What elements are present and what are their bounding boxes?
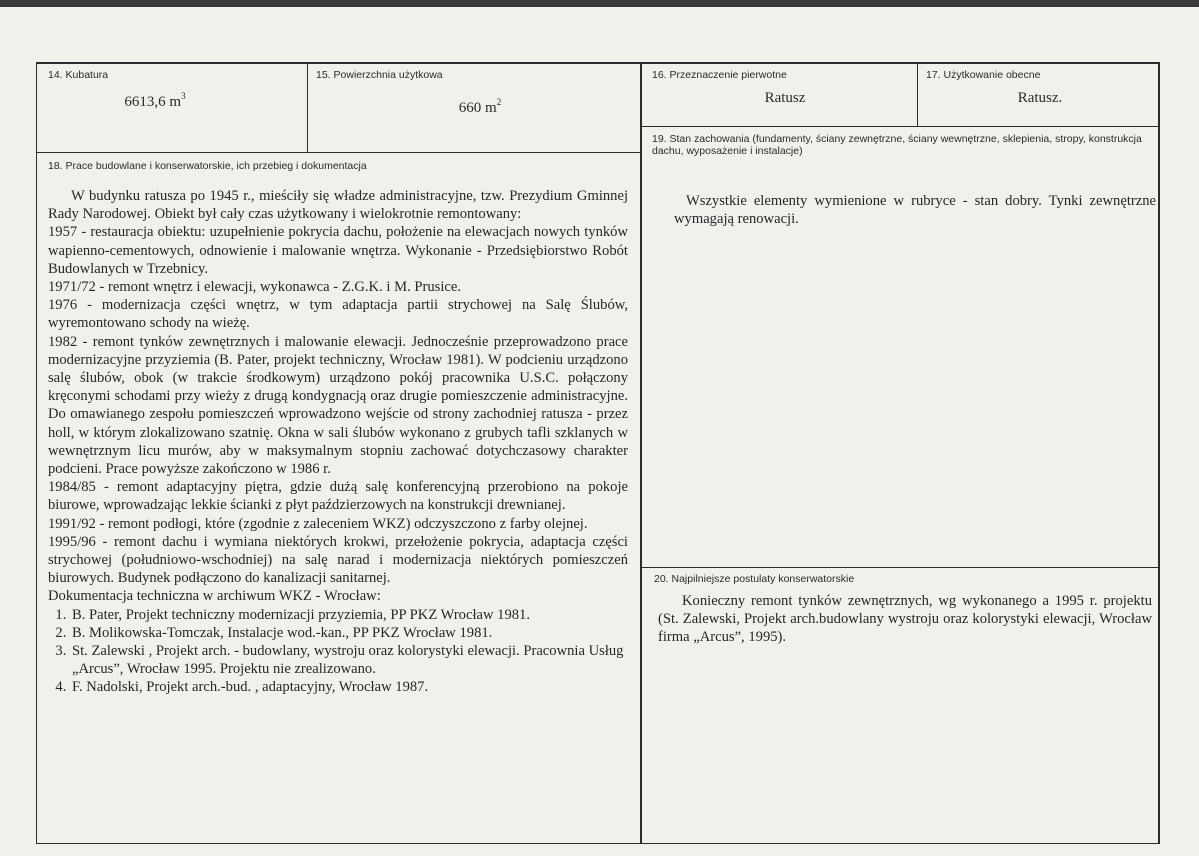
list-item: 2. B. Molikowska-Tomczak, Instalacje wod.-kan., PP PKZ Wrocław 1981.	[70, 624, 628, 642]
right-rule	[1158, 62, 1160, 844]
field-15-number: 660 m	[458, 100, 497, 116]
section-18-entry-1957: 1957 - restauracja obiektu: uzupełnienie pokrycia dachu, położenie na elewacjach nowych tynków wapienno-cementowych, odnowienie i malowanie wnętrza. Wykonanie - Przedsiębiorstwo Robót Budowlanych w Trzebnicy.	[48, 224, 628, 277]
field-15-value	[440, 97, 520, 117]
field-14-label: 14. Kubatura	[48, 69, 109, 81]
section-18-entry-1995: 1995/96 - remont dachu i wymiana niektórych krokwi, przełożenie pokrycia, adaptacja części strychowej (południowo-wschodniej) na salę narad i modernizacja niektórych pomieszczeń biurowych. Budynek podłączono do kanalizacji sanitarnej.	[48, 533, 628, 587]
rule-above-20	[641, 567, 1159, 568]
center-divider	[640, 62, 642, 844]
divider-16-17	[917, 62, 918, 126]
field-17-label: 17. Użytkowanie obecne	[926, 69, 1041, 81]
list-item: 3. St. Zalewski , Projekt arch. - budowlany, wystroju oraz kolorystyki elewacji. Pracownia Usług „Arcus”, Wrocław 1995. Projektu nie zrealizowano.	[70, 642, 628, 678]
section-18-docs-heading: Dokumentacja techniczna w archiwum WKZ - Wrocław:	[48, 588, 381, 605]
section-18-docs-list	[48, 606, 628, 697]
field-15-label: 15. Powierzchnia użytkowa	[316, 69, 443, 81]
rule-under-16-17	[641, 126, 1159, 127]
field-15-exponent: 2	[496, 97, 502, 107]
section-19-label: 19. Stan zachowania (fundamenty, ściany zewnętrzne, ściany wewnętrzne, sklepienia, stropy, konstrukcja dachu, wyposażenie i instalacje)	[652, 133, 1142, 157]
section-18-entry-1984: 1984/85 - remont adaptacyjny piętra, gdzie dużą salę konferencyjną przerobiono na pokoje biurowe, wprowadzając lekkie ścianki z płyt paździerzowych na konstrukcji drewnianej.	[48, 479, 628, 514]
field-16-label: 16. Przeznaczenie pierwotne	[652, 69, 787, 81]
list-item: 1. B. Pater, Projekt techniczny modernizacji przyziemia, PP PKZ Wrocław 1981.	[70, 606, 628, 624]
list-item: 4. F. Nadolski, Projekt arch.-bud. , adaptacyjny, Wrocław 1987.	[70, 678, 628, 696]
field-16-value: Ratusz	[764, 90, 806, 106]
section-18-entry-1991: 1991/92 - remont podłogi, które (zgodnie z zaleceniem WKZ) odczyszczono z farby olejnej.	[48, 515, 588, 532]
scan-top-edge	[0, 0, 1199, 7]
section-18-entry-1982: 1982 - remont tynków zewnętrznych i malowanie elewacji. Jednocześnie przeprowadzono prace modernizacyjne przyziemia (B. Pater, projekt techniczny, Wrocław 1981). W podcieniu urządzono salę ślubów, obok (w trakcie środkowym) urządzono pokój pracownika U.S.C. połączony kręconymi schodami przy wieży z drugą kondygnacją oraz drugie pomieszczenie administracyjne. Do omawianego zespołu pomieszczeń wprowadzono wejście od strony zachodniej ratusza - przez holl, w którym zlokalizowano szatnię. Okna w sali ślubów wykonano z grubych tafli szklanych w wewnętrznym licu murów, aby w maksymalnym stopniu zachować dotychczasowy charakter podcieni. Prace powyższe zakończono w 1986 r.	[48, 333, 628, 478]
section-18-body	[48, 187, 628, 697]
field-14-exponent: 3	[181, 91, 186, 101]
rule-above-18	[37, 152, 641, 153]
section-18-entry-1976: 1976 - modernizacja części wnętrz, w tym adaptacja partii strychowej na Salę Ślubów, wyremontowano schody na wieżę.	[48, 297, 628, 332]
divider-14-15	[307, 62, 308, 152]
section-18-entry-1971: 1971/72 - remont wnętrz i elewacji, wykonawca - Z.G.K. i M. Prusice.	[48, 279, 461, 296]
section-18-label: 18. Prace budowlane i konserwatorskie, ich przebieg i dokumentacja	[48, 160, 367, 172]
bottom-rule	[36, 843, 1160, 844]
top-rule	[36, 62, 1160, 64]
section-18-intro: W budynku ratusza po 1945 r., mieściły się władze administracyjne, tzw. Prezydium Gminnej Rady Narodowej. Obiekt był cały czas użytkowany i wielokrotnie remontowany:	[48, 188, 628, 223]
section-19-text: Wszystkie elementy wymienione w rubryce - stan dobry. Tynki zewnętrzne wymagają renowacji.	[674, 193, 1156, 228]
left-rule	[36, 62, 37, 844]
field-17-value: Ratusz.	[1017, 90, 1063, 106]
section-20-text: Konieczny remont tynków zewnętrznych, wg wykonanego a 1995 r. projektu (St. Zalewski, Projekt arch.budowlany wystroju oraz kolorystyki elewacji, Wrocław firma „Arcus”, 1995).	[658, 593, 1152, 646]
section-20-label: 20. Najpilniejsze postulaty konserwatorskie	[654, 573, 855, 585]
field-14-value	[110, 91, 200, 111]
field-14-number: 6613,6 m	[124, 94, 182, 110]
